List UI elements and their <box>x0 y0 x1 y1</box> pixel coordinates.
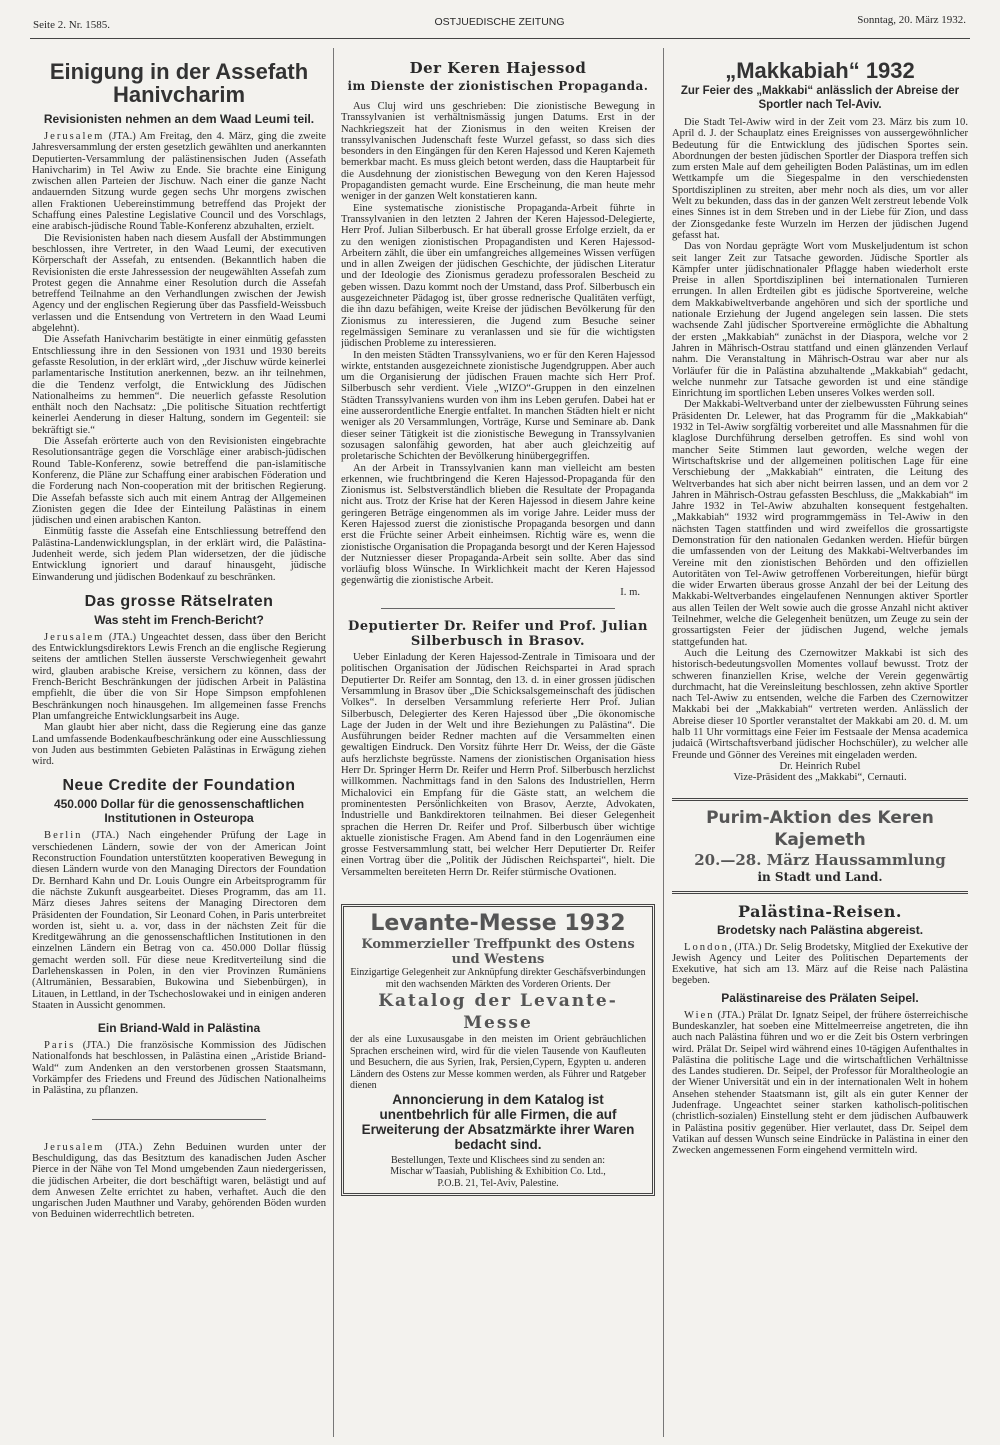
ad-contact: Bestellungen, Texte und Klischees sind zu senden an: <box>390 1154 606 1166</box>
paragraph: Jerusalem (JTA.) Zehn Beduinen wurden unter der Beschuldigung, das das Besitztum des kanadischen Juden Ascher Pierce in der Nähe von Tel Mond umgebenden Zaun niedergerissen, die jüdischen Arbeiter, die dort beschäftigt waren, belästigt und auf dem Anwesen Zelte errichtet zu haben, verhaftet. Auch die den ungarischen Juden Mauthner und Varaby, gehörenden Böden wurden von Beduinen widerrechtlich betreten. <box>32 1141 326 1221</box>
paragraph: Die Stadt Tel-Awiw wird in der Zeit vom 23. März bis zum 10. April d. J. der Schauplatz eines Ereignisses von aussergewöhnlicher Bedeutung für die Entwicklung des jüdischen Sportes sein. Abordnungen der besten jüdischen Sportler der Diaspora treffen sich zum ersten Male auf dem geheiligten Boden Palästinas, um im edlen Wettkampfe um die Siegespalme in den verschiedensten Sportdisziplinen zu streiten, aber mehr noch als dies, um vor aller Welt zu bekunden, dass das in der ganzen Welt zerstreut lebende Volk eines Sinnes ist in dem Streben und in der Liebe für Zion, und dass der Zionsgedanke feste Wurzeln im Herzen der jüdischen Jugend gefasst hat. <box>672 117 968 241</box>
ad-intro: Einzigartige Gelegenheit zur Anknüpfung direkter Geschäfsverbindungen mit den wachsenden Märkten des Vorderen Orients. Der <box>350 967 646 990</box>
article-title: Das grosse Rätselraten <box>84 592 274 610</box>
page-number: Seite 2. Nr. 1585. <box>33 19 110 31</box>
ad-contact: Mischar w'Taasiah, Publishing & Exhibition Co. Ltd., <box>390 1166 606 1177</box>
purim-announcement <box>672 798 968 894</box>
author-initials: I. m. <box>620 586 640 598</box>
article-subtitle: Brodetsky nach Palästina abgereist. <box>716 922 924 937</box>
column-2 <box>341 48 655 1440</box>
article-title: Deputierter Dr. Reifer und Prof. Julian Silberbusch in Brasov. <box>348 619 648 650</box>
article-subtitle: Revisionisten nehmen an dem Waad Leumi teil. <box>43 112 315 126</box>
paragraph: Auch die Leitung des Czernowitzer Makkabi ist sich des historisch-bedeutungsvollen Momentes vollauf bewusst. Trotz der schweren finanziellen Krise, welche der Verein gegenwärtig durchmacht, hat die Vereinsleitung beschlossen, zehn aktive Sportler nach Tel-Awiw zu entsenden, welche die Farben des Czernowitzer Makkabi bei der „Makkabiah“ vertreten werden. Anlässlich der Abreise dieser 10 Sportler veranstaltet der Makkabi am 20. d. M. um halb 11 Uhr vormittags eine Feier im Festsaale der Mensa academica judaică (Wirtschaftsverband jüdischer Hochschüler), zu welcher alle Freunde und Gönner des Vereines mit eingeladen werden. <box>672 647 968 761</box>
paragraph: Einmütig fasste die Assefah eine Entschliessung betreffend den Palästina-Landenwicklungsplan, in der erklärt wird, die Palästina-Judenheit werde, sich jedem Plan widersetzen, der die jüdische Entwicklung ignoriert und darauf hinausgeht, jüdische Einwanderung und jüdischen Bodenkauf zu beschränken. <box>32 526 326 583</box>
article-subtitle: im Dienste der zionistischen Propaganda. <box>347 79 649 93</box>
ad-contact: P.O.B. 21, Tel-Aviv, Palestine. <box>437 1177 559 1189</box>
paragraph: London, (JTA.) Dr. Selig Brodetsky, Mitglied der Exekutive der Jewish Agency und Leiter des Politischen Departements der Exekutive, hat sich am 13. März auf die Reise nach Palästina begeben. <box>672 941 968 987</box>
article-title: Ein Briand-Wald in Palästina <box>97 1021 261 1036</box>
column-1 <box>32 48 326 1440</box>
ad-body: der als eine Luxusausgabe in den meisten im Orient gebräuchlichen Sprachen erscheinen wird, wird für die vielen Tausende von Kaufleuten und Besuchern, die aus Syrien, Irak, Persien,Cypern, Egypten u. anderen Ländern des Ostens zur Messe kommen werden, als Führer und Ratgeber dienen <box>350 1034 646 1091</box>
paragraph: Die Assefah erörterte auch von den Revisionisten eingebrachte Resolutionsanträge gegen die Vorschläge einer arabisch-jüdischen Round Table-Konferenz, sowie betreffend die pan-islamitische Konferenz, die Pläne zur Schaffung einer arabischen Föderation und die Forderung nach Non-cooperation mit der britischen Regierung. Die Assefah befasste sich auch mit einem Antrag der Allgemeinen Zionisten gegen die Idee der Einteilung Palästinas in einem jüdischen und einen arabischen Kanton. <box>32 436 326 527</box>
paragraph: Der Makkabi-Weltverband unter der zielbewussten Führung seines Präsidenten Dr. Lelewer, hat das Programm für die „Makkabiah“ 1932 in Tel-Awiw sorgfältig vorbereitet und alle Massnahmen für die klaglose Durchführung derselben getroffen. Es sind wohl von mancher Seite Stimmen laut geworden, welche wegen der Wirtschaftskrise und der allgemeinen politischen Lage für eine Verschiebung der „Makkabiah“ eintraten, die Leitung des Weltverbandes hat sich aber nicht beirren lassen, und an dem vor 2 Jahren in Mährisch-Ostrau gefassten Beschluss, die „Makkabiah“ im Jahre 1932 in Tel-Awiw abzuhalten konsequent festgehalten. „Makkabiah“ 1932 wird programmgemäss in Tel-Awiw in den nächsten Tagen stattfinden und wird zweifellos die grossartigste Demonstration für den nationalen Gedanken werden. Hiefür bürgen die umfassenden von der Leitung des Makkabi-Weltverbandes im Vereine mit den zionistischen Behörden und den offiziellen Autoritäten von Tel-Awiw getroffenen Vorbereitungen, hiefür bürgt die wider Erwarten überaus grosse Anzahl der bei der Leitung des Makkabi-Weltverbandes eingelaufenen Nennungen aktiver Sportler aus allen Teilen der Welt sowie auch die grosse Anzahl nicht aktiver Teilnehmer, welche die Gelegenheit benützen, um Zeuge zu sein der grossartigsten Feier der jüdischen Jugend, welche jemals stattgefunden hat. <box>672 399 968 648</box>
purim-dates: 20.—28. März Haussammlung <box>694 850 946 869</box>
page-header <box>33 16 966 38</box>
paragraph: Die Assefath Hanivcharim bestätigte in einer einmütig gefassten Entschliessung ihre in den Sessionen von 1931 und 1930 bereits gefasste Resolution, in der erklärt wird, „der Jischuw würde keinerlei parlamentarische Institution anerkennen, bezw. an ihr teilnehmen, die die Tendenz verfolgt, die Entwicklung des Jüdischen Nationalheims zu hemmen“. Die neuerlich gefasste Resolution enthält noch den Nachsatz: „Die politische Situation rechtfertigt keinerlei Aenderung in dieser Haltung, sondern im Gegenteil: sie bekräftigt sie.“ <box>32 334 326 436</box>
ad-title: Levante-Messe 1932 <box>370 911 626 936</box>
paragraph: In den meisten Städten Transsylvaniens, wo er für den Keren Hajessod wirkte, entstanden ausgezeichnete zionistische Jugendgruppen. Aber auch um die Organisierung der jüdischen Frauen machte sich Herr Prof. Silberbusch sehr verdient. Viele „WIZO“-Gruppen in den einzelnen Städten Transsylvaniens wurden von ihm ins Leben gerufen. Dabei hat er eine ausserordentliche Energie entfaltet. In manchen Städten hielt er nicht weniger als 20 Versammlungen, Vorträge, Kurse und Seminare ab. Dank dieser seiner Tätigkeit ist die zionistische Bewegung in Transsylvanien sozusagen salonfähig geworden, hat aber auch gleichzeitig auf proletarische Schichten der Bevölkerung hinübergegriffen. <box>341 349 655 463</box>
article-title: Palästina-Reisen. <box>738 901 902 921</box>
column-3 <box>672 48 968 1440</box>
newspaper-name: OSTJUEDISCHE ZEITUNG <box>434 16 565 28</box>
paragraph: Berlin (JTA.) Nach eingehender Prüfung der Lage in verschiedenen Ländern, sowie der von der American Joint Reconstruction Foundation unterstützten kooperativen Bewegung in diesen Ländern wurde von den Managing Directors der Foundation Dr. Bernhard Kahn und Dr. Louis Oungre ein Arbeitsprogramm für die nächste Zukunft ausgearbeitet. Dieses Programm, das am 11. März dieses Jahres seitens der Managing Directoren dem Präsidenten der Foundation, Sir Leonard Cohen, in Paris unterbreitet worden ist, sieht u. a. vor, dass in der nächsten Zeit für die Kreditgewährung an die genossenschaftlichen Institutionen in den einzelnen Ländern ein Betrag von ca. 450.000 Dollar flüssig gemacht werden soll. Für diese neue Kreditverteilung sind die Darlehenskassen in Polen, in den vier Provinzen Rumäniens (Altrumänien, Bessarabien, Bukowina und Siebenbürgen), in Litauen, in Lettland, in der Tschechoslowakei und in einigen anderen Staaten in Aussicht genommen. <box>32 830 326 1011</box>
article-title: Einigung in der Assefath Hanivcharim <box>49 59 309 107</box>
paragraph: An der Arbeit in Transsylvanien kann man vielleicht am besten erkennen, wie fruchtbringend die Keren Hajessod-Propaganda für den Zionismus ist. Selbstverständlich blieben die Resultate der Propaganda nicht aus. Trotz der Krise hat der Keren Hajessod in diesem Jahre keine geringeren Beträge eingenommen als im vorige Jahre. Leider muss der Keren Hajessod zuerst die zionistische Propaganda besorgen und dann erst die Früchte seiner Arbeit einheimsen. Richtig wäre es, wenn die zionistische Organisation die Propaganda besorgt und der Keren Hajessod der Nutzniesser dieser Propaganda-Arbeit sein sollte. Aber das sind vorläufig bloss Wünsche. In Wirklichkeit macht der Keren Hajessod gegenwärtig die zionistische Arbeit. <box>341 462 655 587</box>
column-rule <box>333 48 334 1437</box>
paragraph: Man glaubt hier aber nicht, dass die Regierung eine das ganze Land umfassende Bodenkaufbeschränkung oder eine Ausschliessung von Juden aus bestimmten Gebieten Palästinas in Erwägung ziehen wird. <box>32 722 326 768</box>
article-subtitle: Was steht im French-Bericht? <box>94 612 264 627</box>
paragraph: Das von Nordau geprägte Wort vom Muskeljudentum ist schon seit langer Zeit zur Tatsache geworden. Jüdische Sportler als Kämpfer unter jüdischnationaler Pflagge haben wiederholt erste Preise in allen Sportdisziplinen bei internationalen Turnieren errungen. In allen Erdteilen gibt es jüdische Sportvereine, welche dem Makkabiweltverbande angehören und sich der sportliche und nationale Erziehung der Jugend angelegen sein lassen. Die stets wachsende Zahl jüdischer Sportvereine ermöglichte die Abhaltung der ersten „Makkabiah“ zunächst in der Diaspora, welche vor 2 Jahren in Mährisch-Ostrau stattfand und einen glänzenden Verlauf nahm. Die Veranstaltung in Mährisch-Ostrau war aber nur als Vorläufer für die in Palästina abzuhaltende „Makkabiah“ gedacht, welche nunmehr zur Tatsache geworden ist und eine ständige Einrichtung im sportlichen Leben unseres Volkes werden soll. <box>672 241 968 400</box>
paragraph: Eine systematische zionistische Propaganda-Arbeit führte in Transsylvanien in den letzten 2 Jahren der Keren Hajessod-Delegierte, Herr Prof. Julian Silberbusch. Er hat überall grosse Erfolge erzielt, da er zu den wenigen zionistischen Propagandisten und Keren Hajessod-Arbeitern zählt, die über ein umfangreiches allgemeines Wissen verfügen und in allen Zweigen der jüdischen Geschichte, der jüdischen Literatur und der Ideologie des Zionismus geradezu professoralen Bescheid zu geben wissen. Dazu kommt noch der Umstand, dass Prof. Silberbusch ein ausgezeichneter Pädagog ist, über grosse rednerische Qualitäten verfügt, die ihn dazu befähigen, weite Kreise der jüdischen Bevölkerung für den Zionismus zu interessieren, die Jugend zum Besuche seiner regelmässigen Seminare zu veranlassen und sie für die wichtigsten jüdischen Probleme zu interessieren. <box>341 202 655 350</box>
author-name: Dr. Heinrich Rubel <box>779 760 861 772</box>
ad-catalog: Katalog der Levante-Messe <box>378 991 618 1033</box>
column-rule <box>663 48 664 1437</box>
purim-title: Purim-Aktion des Keren Kajemeth <box>706 807 934 850</box>
paragraph: Aus Cluj wird uns geschrieben: Die zionistische Bewegung in Transsylvanien ist verhältnismässig jungen Datums. Erst in der Nachkriegszeit hat der Zionismus in den weiten Kreisen der transsylvanischen Judenschaft feste Wurzel gefasst, so dass sich dies besonders in den Eingängen für den Keren Hajessod und Keren Kajemeth bemerkbar macht. Es muss gleich betont werden, dass die Hauptarbeit für die Ausdehnung der zionistischen Bewegung von den Keren Hajessod Propagandisten gemacht wurde. Eine Erscheinung, die man heute mehr weniger in der ganzen Welt konstatieren kann. <box>341 101 655 203</box>
paragraph: Jerusalem (JTA.) Ungeachtet dessen, dass über den Bericht des Entwicklungsdirektors Lewis French an die englische Regierung seitens der amtlichen Stellen äusserste Verschwiegenheit gewahrt wird, glauben arabische Kreise, versichern zu können, dass der French-Bericht Beschränkungen der jüdischen Arbeit in Palästina empfiehlt, die über die von Sir Hope Simpson empfohlenen Beschränkungen noch hinausgehen. Im allgemeinen fasse Frenchs Plan umfangreiche Entwicklungsarbeit ins Auge. <box>32 631 326 722</box>
article-subtitle: Zur Feier des „Makkabi“ anlässlich der Abreise der Sportler nach Tel-Aviv. <box>680 85 960 111</box>
paragraph: Jerusalem (JTA.) Am Freitag, den 4. März, ging die zweite Jahresversammlung der ersten gesetzlich gewählten und anerkannten Deputierten-Versammlung der palästinensischen Juden (Assefath Hanivcharim) in Tel Awiw zu Ende. Sie brachte eine Einigung zwischen allen Parteien der Jischuw. Nach einer die ganze Nacht andauernden Sitzung wurde gegen sechs Uhr morgens zwischen allen Fraktionen Uebereinstimmung betreffend das Projekt der Schaffung eines Palestine Legislative Council und des Vorschlags, eine arabisch-jüdische Round Table-Konferenz abzuhalten, erzielt. <box>32 131 326 233</box>
ad-cta: Annoncierung in dem Katalog ist unentbehrlich für alle Firmen, die auf Erweiterung der Absatzmärkte ihrer Waren bedacht sind. <box>361 1091 635 1152</box>
author-role: Vize-Präsident des „Makkabi“, Cernauti. <box>733 772 907 784</box>
article-subtitle: 450.000 Dollar für die genossenschaftlichen Institutionen in Osteuropa <box>53 797 305 826</box>
ad-subtitle: Kommerzieller Treffpunkt des Ostens und Westens <box>361 937 635 967</box>
header-rule <box>30 38 970 39</box>
paragraph: Die Revisionisten haben nach diesem Ausfall der Abstimmungen beschlossen, ihre Vertreter, in den Waad Leumi, der executiven Körperschaft der Assefah, zu entsenden. (Bekanntlich haben die Revisionisten die erste Jahressession der neugewählten Assefah zum Protest gegen die Annahme einer Resolution durch die Assefah betreffend Teilnahme an den Verhandlungen zwischen der Jewish Agency und der englischen Regierung über das Passfield-Weissbuch verlassen und die Entsendung von Vertretern in den Waad Leumi abgelehnt). <box>32 232 326 335</box>
paragraph: Paris (JTA.) Die französische Kommission des Jüdischen Nationalfonds hat beschlossen, in Palästina einen „Aristide Briand-Wald“ zum Andenken an den verstorbenen grossen Staatsmann, Vorkämpfer des Friedens und Freund des Jüdischen Nationalheims in Palästina, zu pflanzen. <box>32 1040 326 1097</box>
separator <box>92 1119 266 1120</box>
separator <box>381 608 615 609</box>
paragraph: Ueber Einladung der Keren Hajessod-Zentrale in Timisoara und der politischen Organisation der Jüdischen Reichspartei in Arad sprach Deputierter Dr. Reifer am Sonntag, den 13. d. in einer grossen jüdischen Versammlung in Brasov über „Die Schicksalsgemeinschaft des jüdischen Volkes“. In derselben Versammlung referierte Herr Prof. Julian Silberbusch, Delegierter des Keren Hajessod über „Die ökonomische Lage der Juden in der Welt und ihre Beziehungen zu Palästina“. Die Ausführungen beider Redner machten auf die Versammelten einen gewaltigen Eindruck. Den Vorsitz führte Herr Dr. Weiss, der die Gäste aufs herzlichste begrüsste. Namens der zionistischen Organisation hiess Herr Dr. Springer Herrn Dr. Reifer und Herrn Prof. Silberbusch herzlichst willkommen. Nachmittags fand in den Salons des Industriellen, Herrn Michalovici ein Empfang für die Gäste statt, an welchem die prominentesten Persönlichkeiten von Brasov, Aerzte, Advokaten, Industrielle und Bankdirektoren teilnahmen. Bei dieser Gelegenheit sprachen die Herren Dr. Reifer und Prof. Silberbusch über wichtige aktuelle zionistische Fragen. Am Abend fand in den Logenräumen eine grosse Festversammlung statt, bei welcher Herr Deputierter Dr. Reifer einen Vortrag über die „Politik der Jüdischen Reichspartei“, hielt. Die Versammelten bereiteten Herrn Dr. Reifer stürmische Ovationen. <box>341 652 655 878</box>
issue-date: Sonntag, 20. März 1932. <box>857 14 966 26</box>
article-title: „Makkabiah“ 1932 <box>725 58 915 83</box>
advertisement-levante-messe <box>341 904 655 1196</box>
article-title: Der Keren Hajessod <box>409 59 587 77</box>
purim-location: in Stadt und Land. <box>757 869 883 884</box>
article-title: Neue Credite der Foundation <box>62 777 296 795</box>
article-subtitle: Palästinareise des Prälaten Seipel. <box>721 990 919 1005</box>
paragraph: Wien (JTA.) Prälat Dr. Ignatz Seipel, der frühere österreichische Bundeskanzler, hat soeben eine Mittelmeerreise angetreten, die ihn auch nach Palästina führen und wo er die Zeit bis Ostern verbringen wird. Prälat Dr. Seipel wird während eines 10-tägigen Aufenthaltes in Palästina die politische Lage und die wirtschaftlichen Verhältnisse des Landes studieren. Dr. Seipel, der Professor für Moraltheologie an der Wiener Universität und ein in der internationalen Welt in hohem Ansehen stehender Staatsmann ist, gilt als ein guter Kenner der Judenfrage. Ungeachtet seiner starken katholisch-politischen (christlich-sozialen) Einstellung steht er dem jüdischen Aufbauwerk in Palästina positiv gegenüber. Hier verlautet, dass Dr. Seipel dem Vatikan auf dessen Wunsch seine Eindrücke in Palästina in einer den Zwecken angemessenen Form eingehend vermitteln wird. <box>672 1009 968 1157</box>
